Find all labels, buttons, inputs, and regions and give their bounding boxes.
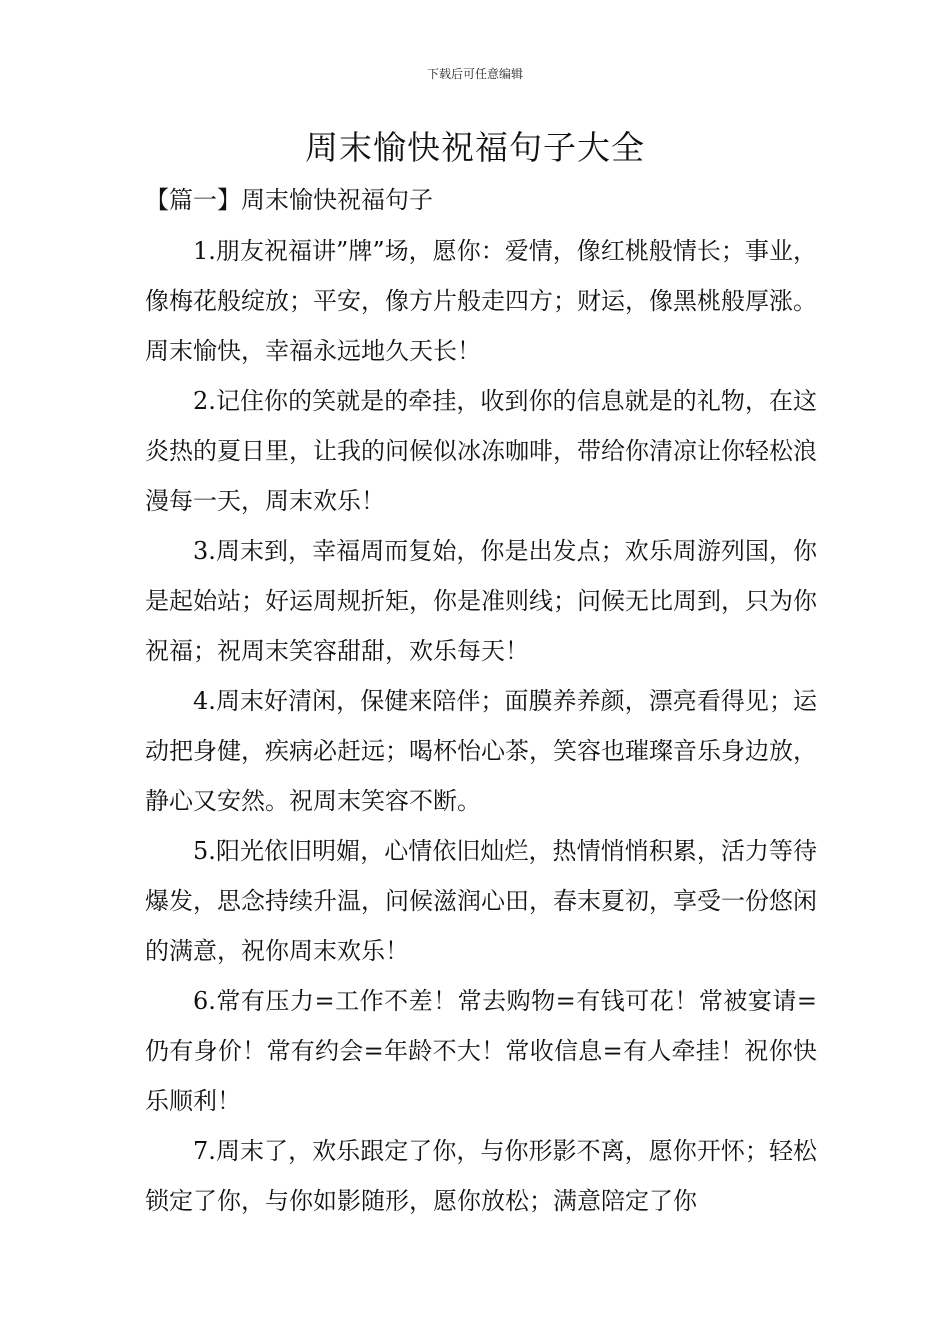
paragraph: 5.阳光依旧明媚，心情依旧灿烂，热情悄悄积累，活力等待爆发，思念持续升温，问候滋润心田，春末夏初，享受一份悠闲的满意，祝你周末欢乐！ <box>145 837 817 965</box>
section-heading: 【篇一】周末愉快祝福句子 <box>145 186 433 214</box>
paragraph: 2.记住你的笑就是的牵挂，收到你的信息就是的礼物，在这炎热的夏日里，让我的问候似冰冻咖啡，带给你清凉让你轻松浪漫每一天，周末欢乐！ <box>145 387 817 515</box>
paragraph: 6.常有压力=工作不差！常去购物=有钱可花！常被宴请=仍有身价！常有约会=年龄不大！常收信息=有人牵挂！祝你快乐顺利！ <box>145 987 817 1115</box>
paragraph: 4.周末好清闲，保健来陪伴；面膜养养颜，漂亮看得见；运动把身健，疾病必赶远；喝杯怡心茶，笑容也璀璨音乐身边放，静心又安然。祝周末笑容不断。 <box>145 687 817 815</box>
document-title: 周末愉快祝福句子大全 <box>305 128 645 167</box>
paragraph: 1.朋友祝福讲”牌”场，愿你：爱情，像红桃般情长；事业，像梅花般绽放；平安，像方片般走四方；财运，像黑桃般厚涨。周末愉快，幸福永远地久天长！ <box>145 237 817 365</box>
header-note: 下载后可任意编辑 <box>426 67 523 81</box>
paragraph: 7.周末了，欢乐跟定了你，与你形影不离，愿你开怀；轻松锁定了你，与你如影随形，愿你放松；满意陪定了你 <box>145 1137 817 1215</box>
paragraph: 3.周末到，幸福周而复始，你是出发点；欢乐周游列国，你是起始站；好运周规折矩，你是准则线；问候无比周到，只为你祝福；祝周末笑容甜甜，欢乐每天！ <box>145 537 817 665</box>
document-body <box>145 226 817 1226</box>
